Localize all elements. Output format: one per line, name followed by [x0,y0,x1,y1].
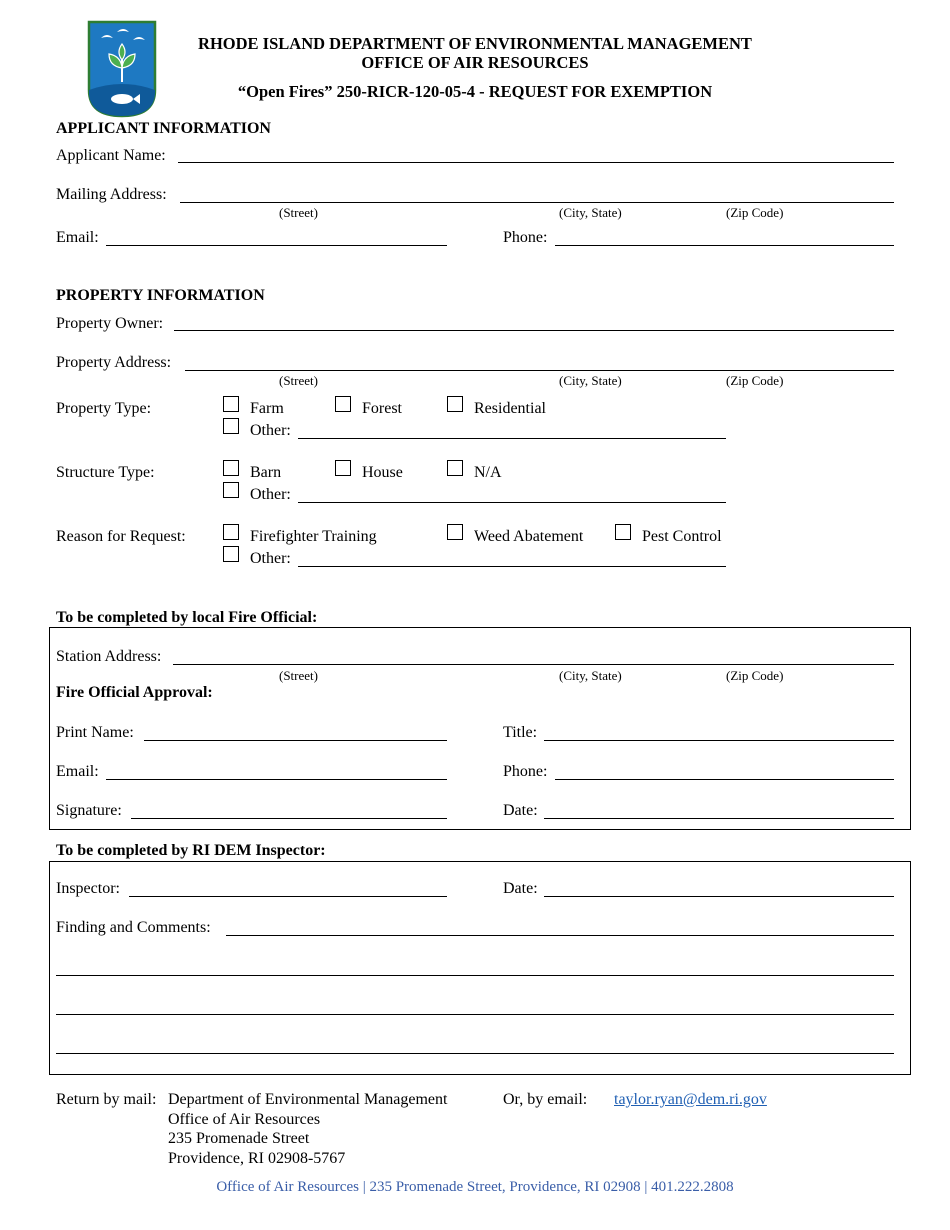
mailing-street-hint: (Street) [279,205,318,220]
applicant-email-label: Email: [56,229,99,246]
structure-other-label: Other: [250,486,291,503]
inspector-box [49,861,911,1075]
applicant-phone-field[interactable] [555,245,894,246]
barn-label: Barn [250,464,282,481]
comments-line[interactable] [56,1014,894,1015]
na-label: N/A [474,464,502,481]
return-email-link[interactable]: taylor.ryan@dem.ri.gov [614,1091,767,1108]
mailing-zip-hint: (Zip Code) [726,205,784,220]
applicant-phone-label: Phone: [503,229,548,246]
residential-checkbox[interactable] [447,396,463,412]
firefighter-training-checkbox[interactable] [223,524,239,540]
reason-other-checkbox[interactable] [223,546,239,562]
comments-field[interactable] [226,935,894,936]
return-email-label: Or, by email: [503,1091,588,1108]
signature-field[interactable] [131,818,447,819]
fire-official-approval-heading: Fire Official Approval: [56,684,213,701]
property-address-label: Property Address: [56,354,172,371]
signature-label: Signature: [56,802,122,819]
property-type-label: Property Type: [56,400,152,417]
official-email-label: Email: [56,763,99,780]
return-address-line: Office of Air Resources [168,1111,321,1128]
official-date-field[interactable] [544,818,894,819]
house-label: House [362,464,403,481]
weed-abatement-checkbox[interactable] [447,524,463,540]
inspector-label: Inspector: [56,880,120,897]
forest-checkbox[interactable] [335,396,351,412]
mailing-address-label: Mailing Address: [56,186,167,203]
applicant-email-field[interactable] [106,245,447,246]
comments-label: Finding and Comments: [56,919,211,936]
property-city-hint: (City, State) [559,373,622,388]
structure-type-label: Structure Type: [56,464,155,481]
station-zip-hint: (Zip Code) [726,668,784,683]
applicant-name-field[interactable] [178,162,894,163]
pest-control-checkbox[interactable] [615,524,631,540]
official-phone-label: Phone: [503,763,548,780]
fire-official-heading: To be completed by local Fire Official: [56,609,318,626]
weed-abatement-label: Weed Abatement [474,528,584,545]
title-label: Title: [503,724,538,741]
return-address-line: Providence, RI 02908-5767 [168,1150,346,1167]
inspector-heading: To be completed by RI DEM Inspector: [56,842,326,859]
house-checkbox[interactable] [335,460,351,476]
barn-checkbox[interactable] [223,460,239,476]
reason-other-field[interactable] [298,566,726,567]
official-date-label: Date: [503,802,538,819]
inspector-field[interactable] [129,896,447,897]
applicant-name-label: Applicant Name: [56,147,166,164]
property-other-label: Other: [250,422,291,439]
print-name-field[interactable] [144,740,447,741]
mailing-city-hint: (City, State) [559,205,622,220]
property-street-hint: (Street) [279,373,318,388]
form-title: “Open Fires” 250-RICR-120-05-4 - REQUEST FOR EXEMPTION [237,82,713,101]
property-address-field[interactable] [185,370,894,371]
station-city-hint: (City, State) [559,668,622,683]
inspector-date-field[interactable] [544,896,894,897]
applicant-heading: APPLICANT INFORMATION [56,120,271,137]
property-other-checkbox[interactable] [223,418,239,434]
residential-label: Residential [474,400,546,417]
reason-label: Reason for Request: [56,528,186,545]
comments-line[interactable] [56,1053,894,1054]
fire-official-box [49,627,911,830]
station-street-hint: (Street) [279,668,318,683]
property-owner-label: Property Owner: [56,315,164,332]
return-address-line: 235 Promenade Street [168,1130,310,1147]
forest-label: Forest [362,400,402,417]
property-heading: PROPERTY INFORMATION [56,287,265,304]
farm-label: Farm [250,400,284,417]
reason-other-label: Other: [250,550,291,567]
structure-other-field[interactable] [298,502,726,503]
office-title: OFFICE OF AIR RESOURCES [361,53,589,72]
title-field[interactable] [544,740,894,741]
property-owner-field[interactable] [174,330,894,331]
property-other-field[interactable] [298,438,726,439]
print-name-label: Print Name: [56,724,134,741]
mailing-address-field[interactable] [180,202,894,203]
inspector-date-label: Date: [503,880,538,897]
firefighter-training-label: Firefighter Training [250,528,377,545]
station-address-field[interactable] [173,664,894,665]
structure-other-checkbox[interactable] [223,482,239,498]
department-title: RHODE ISLAND DEPARTMENT OF ENVIRONMENTAL MANAGEMENT [198,34,752,53]
official-email-field[interactable] [106,779,447,780]
property-zip-hint: (Zip Code) [726,373,784,388]
station-address-label: Station Address: [56,648,162,665]
farm-checkbox[interactable] [223,396,239,412]
return-address-line: Department of Environmental Management [168,1091,448,1108]
pest-control-label: Pest Control [642,528,722,545]
official-phone-field[interactable] [555,779,894,780]
page-footer: Office of Air Resources | 235 Promenade Street, Providence, RI 02908 | 401.222.2808 [216,1179,734,1195]
comments-line[interactable] [56,975,894,976]
return-mail-label: Return by mail: [56,1091,157,1108]
na-checkbox[interactable] [447,460,463,476]
